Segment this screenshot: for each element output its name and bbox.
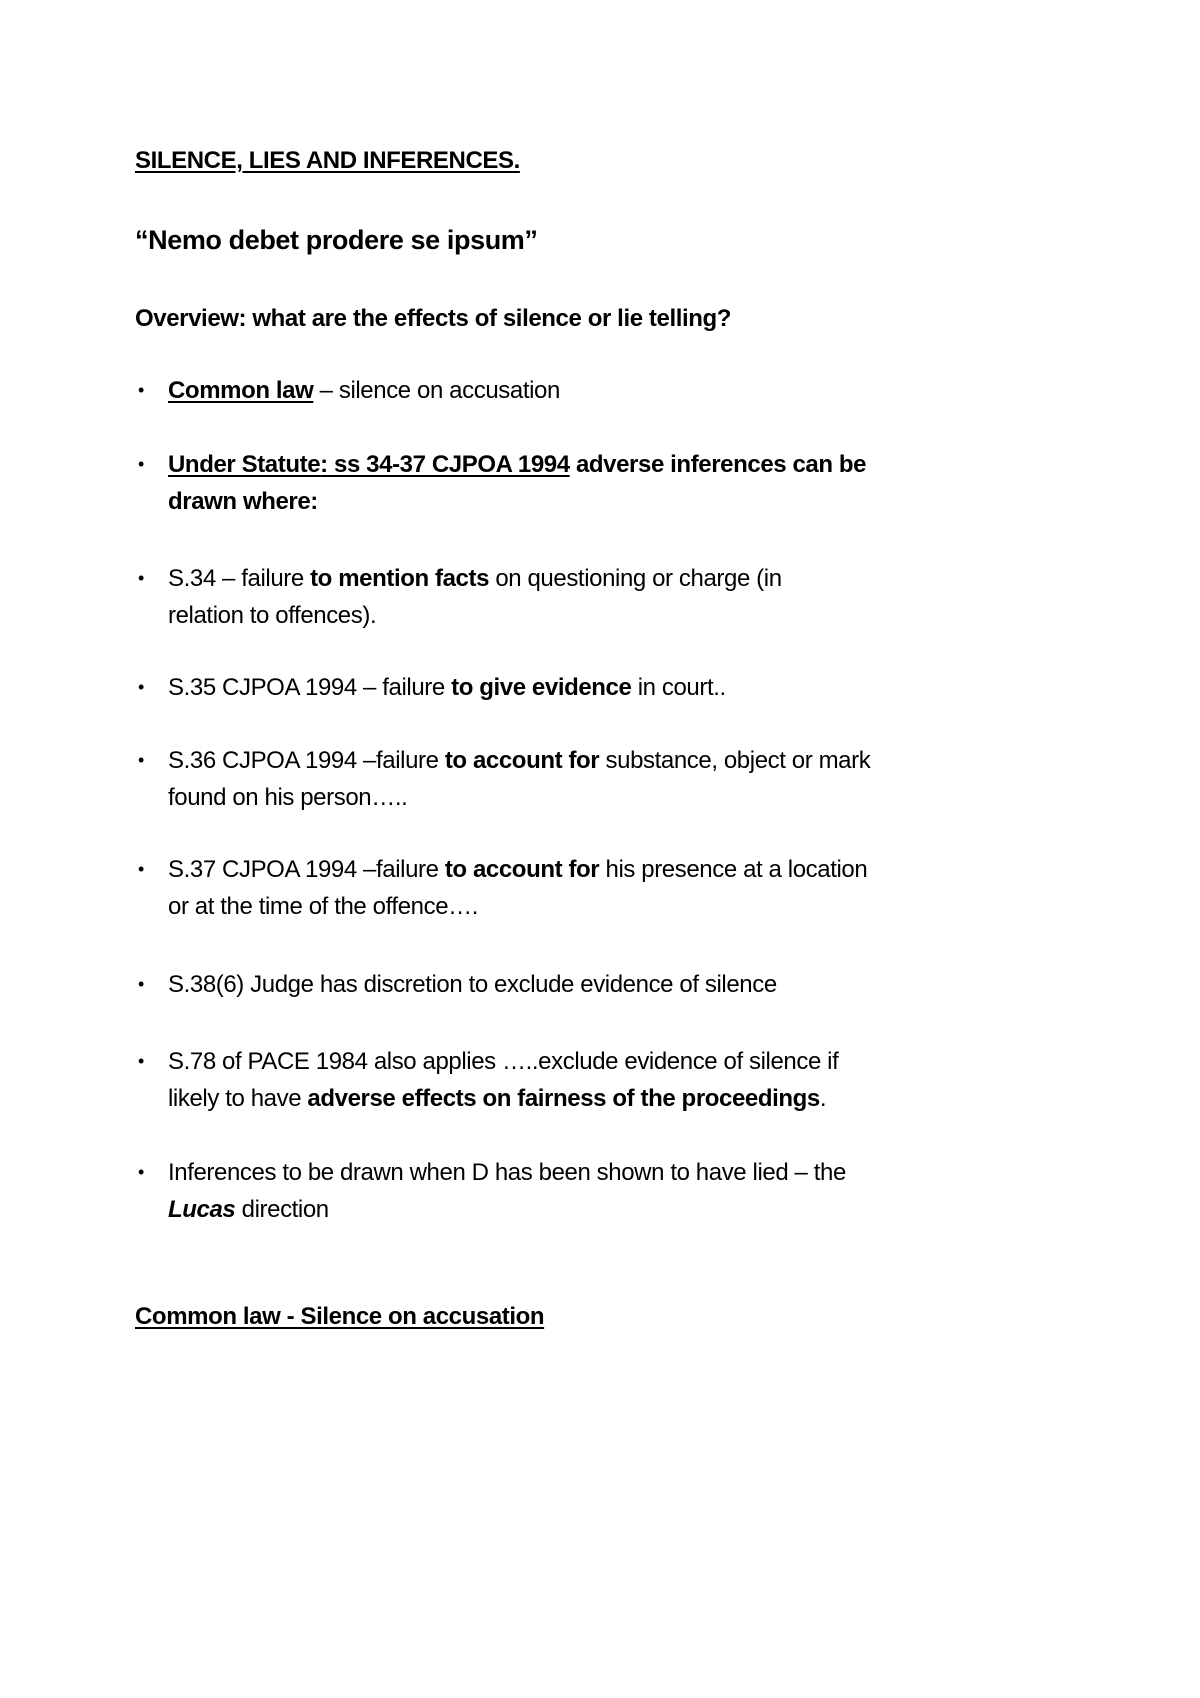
item-text: S.35 CJPOA 1994 – failure — [168, 674, 452, 701]
item-text: – silence on accusation — [313, 377, 560, 404]
item-text: substance, object or mark — [599, 747, 871, 774]
item-text: relation to offences). — [168, 602, 377, 629]
item-text: Inferences to be drawn when D has been shown to have lied – the — [168, 1159, 846, 1186]
list-item — [138, 742, 871, 816]
latin-maxim: “Nemo debet prodere se ipsum” — [135, 225, 538, 255]
document-title — [135, 142, 520, 179]
section-heading-text: Common law - Silence on accusation — [135, 1303, 545, 1330]
list-item — [138, 372, 560, 409]
bullet-icon: • — [138, 750, 144, 770]
item-text: found on his person….. — [168, 784, 408, 811]
item-text: or at the time of the offence…. — [168, 893, 479, 920]
list-item — [138, 966, 777, 1003]
case-name: Lucas — [168, 1196, 236, 1223]
item-text: drawn where: — [168, 488, 318, 515]
item-emphasis: adverse effects on fairness of the proceedings — [307, 1085, 820, 1112]
item-text: . — [819, 1085, 827, 1112]
bullet-icon: • — [138, 1162, 144, 1182]
bullet-icon: • — [138, 568, 144, 588]
item-text: S.78 of PACE 1984 also applies …..exclude evidence of silence if — [168, 1048, 839, 1075]
bullet-icon: • — [138, 454, 144, 474]
item-term: Under Statute — [168, 451, 321, 478]
list-item — [138, 669, 726, 706]
bullet-icon: • — [138, 1051, 144, 1071]
list-item — [138, 851, 868, 925]
bullet-icon: • — [138, 380, 144, 400]
item-text: adverse inferences can be — [569, 451, 867, 478]
item-text: on questioning or charge (in — [489, 565, 782, 592]
list-item — [138, 1043, 839, 1117]
item-emphasis: to account for — [444, 747, 600, 774]
item-text: S.34 – failure — [168, 565, 311, 592]
item-text: S.36 CJPOA 1994 –failure — [168, 747, 445, 774]
overview-heading: Overview: what are the effects of silence or lie telling? — [135, 305, 732, 332]
bullet-icon: • — [138, 677, 144, 697]
item-text: direction — [235, 1196, 329, 1223]
list-item — [138, 560, 782, 634]
item-text: in court.. — [631, 674, 726, 701]
item-term: Common law — [168, 377, 314, 404]
bullet-icon: • — [138, 859, 144, 879]
item-emphasis: to mention facts — [310, 565, 490, 592]
title-text: SILENCE, LIES AND INFERENCES. — [135, 147, 520, 174]
section-heading — [135, 1298, 544, 1335]
item-text: S.37 CJPOA 1994 –failure — [168, 856, 445, 883]
item-emphasis: to give evidence — [451, 674, 632, 701]
list-item — [138, 1154, 846, 1228]
list-item — [138, 446, 867, 520]
item-text: likely to have — [168, 1085, 308, 1112]
item-text: S.38(6) Judge has discretion to exclude evidence of silence — [168, 971, 777, 998]
item-statute: : ss 34-37 CJPOA 1994 — [320, 451, 570, 478]
item-emphasis: to account for — [444, 856, 600, 883]
bullet-icon: • — [138, 974, 144, 994]
item-text: his presence at a location — [599, 856, 868, 883]
